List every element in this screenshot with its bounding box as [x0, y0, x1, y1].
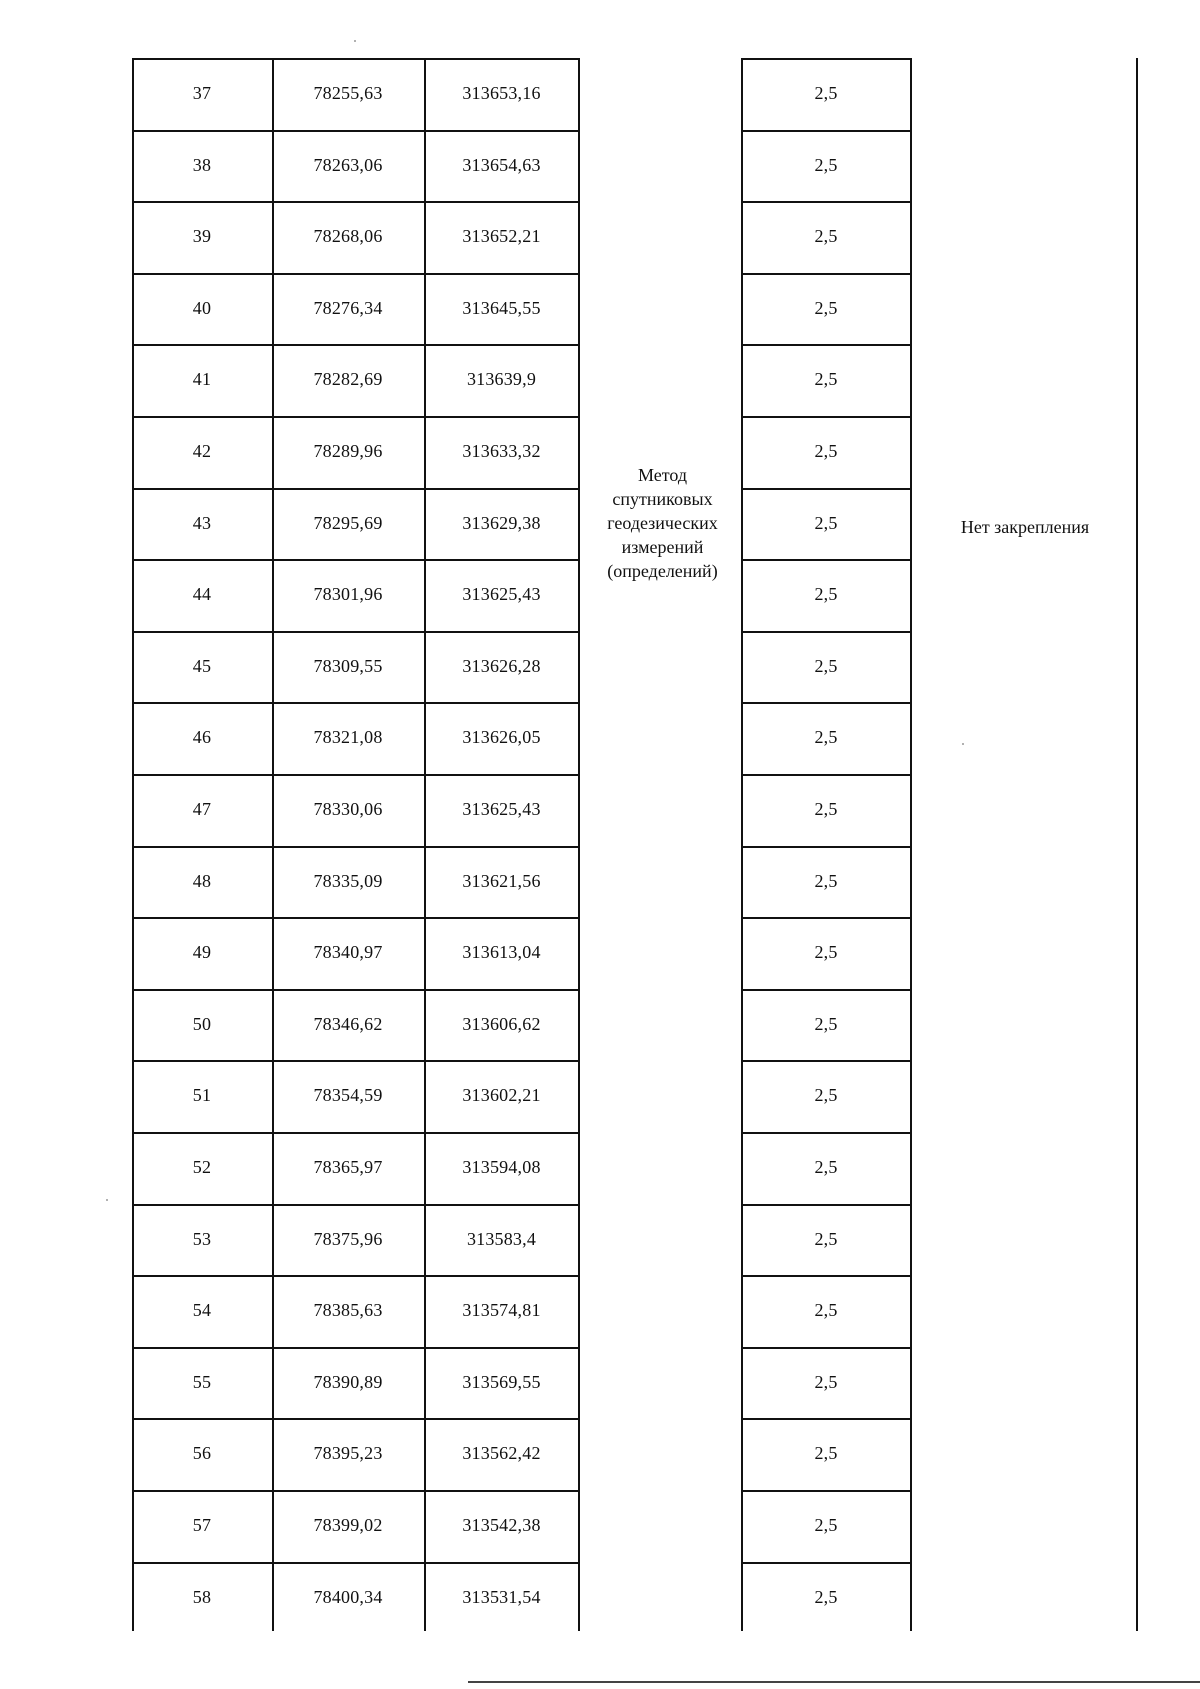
cell-accuracy: 2,5 — [814, 656, 838, 676]
cell-x-coordinate: 78255,63 — [313, 83, 383, 103]
cell-accuracy: 2,5 — [814, 799, 838, 819]
cell-point-number: 48 — [192, 871, 212, 891]
cell-y-coordinate: 313621,56 — [462, 871, 541, 891]
cell-x-coordinate: 78365,97 — [313, 1157, 383, 1177]
cell-x-coordinate: 78335,09 — [313, 871, 383, 891]
cell-point-number: 38 — [192, 155, 212, 175]
cell-accuracy: 2,5 — [814, 1443, 838, 1463]
cell-point-number: 52 — [192, 1157, 212, 1177]
cell-y-coordinate: 313652,21 — [462, 226, 541, 246]
cell-x-coordinate: 78330,06 — [313, 799, 383, 819]
cell-x-coordinate: 78395,23 — [313, 1443, 383, 1463]
cell-point-number: 42 — [192, 441, 212, 461]
cell-point-number: 37 — [192, 83, 212, 103]
cell-accuracy: 2,5 — [814, 1085, 838, 1105]
cell-point-number: 46 — [192, 727, 212, 747]
cell-accuracy: 2,5 — [814, 298, 838, 318]
cell-accuracy: 2,5 — [814, 584, 838, 604]
cell-y-coordinate: 313645,55 — [462, 298, 541, 318]
method-line-4: измерений — [621, 537, 704, 557]
scan-speck — [106, 1199, 108, 1201]
cell-y-coordinate: 313625,43 — [462, 799, 541, 819]
cell-point-number: 58 — [192, 1587, 212, 1607]
cell-x-coordinate: 78268,06 — [313, 226, 383, 246]
cell-point-number: 53 — [192, 1229, 212, 1249]
cell-y-coordinate: 313653,16 — [462, 83, 541, 103]
cell-point-number: 44 — [192, 584, 212, 604]
cell-x-coordinate: 78263,06 — [313, 155, 383, 175]
cell-accuracy: 2,5 — [814, 155, 838, 175]
cell-accuracy: 2,5 — [814, 441, 838, 461]
cell-y-coordinate: 313569,55 — [462, 1372, 541, 1392]
cell-point-number: 51 — [192, 1085, 212, 1105]
cell-x-coordinate: 78321,08 — [313, 727, 383, 747]
cell-accuracy: 2,5 — [814, 1300, 838, 1320]
cell-accuracy: 2,5 — [814, 83, 838, 103]
cell-x-coordinate: 78375,96 — [313, 1229, 383, 1249]
cell-y-coordinate: 313574,81 — [462, 1300, 541, 1320]
cell-y-coordinate: 313613,04 — [462, 942, 541, 962]
cell-y-coordinate: 313583,4 — [466, 1229, 537, 1249]
cell-accuracy: 2,5 — [814, 1014, 838, 1034]
cell-accuracy: 2,5 — [814, 513, 838, 533]
table-vertical-rule — [1136, 58, 1138, 1631]
cell-y-coordinate: 313626,05 — [462, 727, 541, 747]
cell-accuracy: 2,5 — [814, 1515, 838, 1535]
cell-y-coordinate: 313633,32 — [462, 441, 541, 461]
cell-accuracy: 2,5 — [814, 369, 838, 389]
cell-y-coordinate: 313602,21 — [462, 1085, 541, 1105]
cell-x-coordinate: 78346,62 — [313, 1014, 383, 1034]
cell-accuracy: 2,5 — [814, 727, 838, 747]
cell-y-coordinate: 313606,62 — [462, 1014, 541, 1034]
cell-y-coordinate: 313562,42 — [462, 1443, 541, 1463]
cell-x-coordinate: 78354,59 — [313, 1085, 383, 1105]
cell-accuracy: 2,5 — [814, 1587, 838, 1607]
cell-point-number: 56 — [192, 1443, 212, 1463]
cell-y-coordinate: 313531,54 — [462, 1587, 541, 1607]
cell-x-coordinate: 78276,34 — [313, 298, 383, 318]
cell-y-coordinate: 313629,38 — [462, 513, 541, 533]
cell-x-coordinate: 78340,97 — [313, 942, 383, 962]
cell-x-coordinate: 78309,55 — [313, 656, 383, 676]
cell-point-number: 40 — [192, 298, 212, 318]
cell-point-number: 45 — [192, 656, 212, 676]
cell-point-number: 50 — [192, 1014, 212, 1034]
method-line-3: геодезических — [607, 513, 718, 533]
cell-point-number: 57 — [192, 1515, 212, 1535]
scan-speck — [354, 40, 356, 42]
cell-accuracy: 2,5 — [814, 871, 838, 891]
cell-accuracy: 2,5 — [814, 942, 838, 962]
cell-x-coordinate: 78289,96 — [313, 441, 383, 461]
cell-point-number: 41 — [192, 369, 212, 389]
cell-point-number: 43 — [192, 513, 212, 533]
method-note — [585, 463, 740, 583]
fixation-note: Нет закрепления — [960, 517, 1090, 537]
method-line-2: спутниковых — [612, 489, 713, 509]
cell-accuracy: 2,5 — [814, 1229, 838, 1249]
cell-x-coordinate: 78385,63 — [313, 1300, 383, 1320]
cell-y-coordinate: 313639,9 — [466, 369, 537, 389]
cell-x-coordinate: 78390,89 — [313, 1372, 383, 1392]
cell-point-number: 39 — [192, 226, 212, 246]
cell-y-coordinate: 313594,08 — [462, 1157, 541, 1177]
cell-x-coordinate: 78400,34 — [313, 1587, 383, 1607]
cell-point-number: 54 — [192, 1300, 212, 1320]
cell-y-coordinate: 313625,43 — [462, 584, 541, 604]
cell-y-coordinate: 313626,28 — [462, 656, 541, 676]
cell-point-number: 49 — [192, 942, 212, 962]
method-line-5: (определений) — [607, 561, 718, 581]
cell-x-coordinate: 78399,02 — [313, 1515, 383, 1535]
cell-x-coordinate: 78295,69 — [313, 513, 383, 533]
cell-y-coordinate: 313654,63 — [462, 155, 541, 175]
scan-speck — [962, 743, 964, 745]
footer-rule — [468, 1681, 1200, 1683]
cell-y-coordinate: 313542,38 — [462, 1515, 541, 1535]
cell-x-coordinate: 78282,69 — [313, 369, 383, 389]
cell-accuracy: 2,5 — [814, 1372, 838, 1392]
cell-point-number: 55 — [192, 1372, 212, 1392]
cell-accuracy: 2,5 — [814, 226, 838, 246]
cell-point-number: 47 — [192, 799, 212, 819]
method-line-1: Метод — [637, 465, 688, 485]
cell-x-coordinate: 78301,96 — [313, 584, 383, 604]
cell-accuracy: 2,5 — [814, 1157, 838, 1177]
